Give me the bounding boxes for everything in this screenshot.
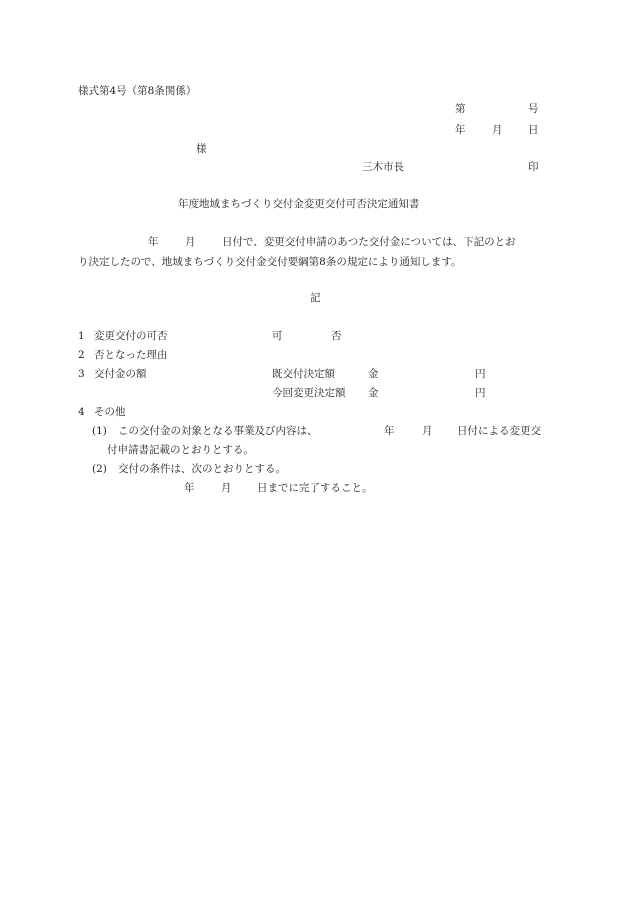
item1-no: 否 [331,330,342,342]
date-day: 日 [528,124,539,136]
number-prefix: 第 [455,103,466,115]
sub1-rest: 日付による変更交 [457,425,541,437]
item2-label: 否となった理由 [94,349,168,361]
body-line2: り決定したので、地域まちづくり交付金交付要綱第8条の規定により通知します。 [78,256,462,268]
sub2-month: 月 [221,482,232,494]
date-year: 年 [455,124,466,136]
item2-num: 2 [78,349,85,361]
sub2-rest: 日までに完了すること。 [257,482,373,494]
issuer-name: 三木市長 [362,161,404,173]
item1-label: 変更交付の可否 [94,330,168,342]
body-line1: 日付で、変更交付申請のあつた交付金については、下記のとお [222,236,516,248]
item3-label: 交付金の額 [94,368,147,380]
item1-yes: 可 [272,330,283,342]
date-month: 月 [492,124,503,136]
item3-num: 3 [78,368,85,380]
sub1-year: 年 [384,425,395,437]
sub1-text: この交付金の対象となる事業及び内容は、 [118,425,318,437]
sub1-num: (1) [92,425,107,437]
item3-row1-kin: 金 [368,368,379,380]
body-year: 年 [148,236,159,248]
item3-row1-label: 既交付決定額 [272,368,335,380]
sub2-text: 交付の条件は、次のとおりとする。 [118,463,286,475]
ki-heading: 記 [310,292,321,304]
sub2-year: 年 [184,482,195,494]
sub1-month: 月 [422,425,433,437]
recipient-honorific: 様 [196,143,207,155]
item1-num: 1 [78,330,85,342]
item3-row2-yen: 円 [475,387,486,399]
document-title: 年度地域まちづくり交付金変更交付可否決定通知書 [178,198,420,210]
number-suffix: 号 [528,103,539,115]
sub1-cont: 付申請書記載のとおりとする。 [107,444,254,456]
form-label: 様式第4号（第8条関係） [78,85,197,97]
item3-row1-yen: 円 [475,368,486,380]
sub2-num: (2) [92,463,107,475]
item3-row2-kin: 金 [368,387,379,399]
issuer-seal: 印 [528,161,539,173]
item3-row2-label: 今回変更決定額 [272,387,346,399]
body-month: 月 [185,236,196,248]
item4-label: その他 [94,406,126,418]
item4-num: 4 [78,406,85,418]
